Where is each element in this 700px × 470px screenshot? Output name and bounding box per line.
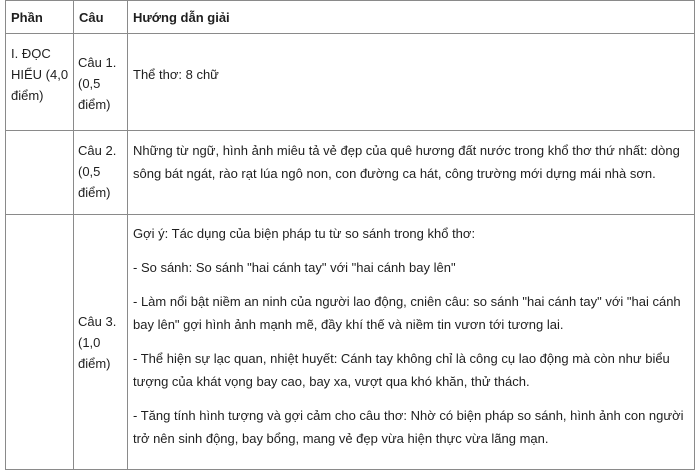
part-label: I. ĐỌC HIỂU (4,0 điểm) [6,34,74,131]
header-part: Phần [6,1,74,34]
question-label: Câu 3. (1,0 điểm) [74,215,128,470]
question-label: Câu 2. (0,5 điểm) [74,131,128,215]
answer-cell [128,34,695,131]
answer-cell [128,131,695,215]
answer-text: - Tăng tính hình tượng và gợi cảm cho câu thơ: Nhờ có biện pháp so sánh, hình ảnh con người trở nên sinh động, bay bổng, mang vẻ đẹp vừa hiện thực vừa lãng mạn. [133,408,684,446]
answer-text: Những từ ngữ, hình ảnh miêu tả vẻ đẹp của quê hương đất nước trong khổ thơ thứ nhất: dòng sông bát ngát, rào rạt lúa ngô non, con đường ca hát, công trường mới dựng mái nhà sơn. [133,143,680,181]
answer-text: Thể thơ: 8 chữ [133,67,219,82]
part-label-empty [6,215,74,470]
header-guide: Hướng dẫn giải [128,1,695,34]
answer-text: Gợi ý: Tác dụng của biện pháp tu từ so sánh trong khổ thơ: [133,226,476,241]
answer-text: - Thể hiện sự lạc quan, nhiệt huyết: Cánh tay không chỉ là công cụ lao động mà còn như biểu tượng của khát vọng bay cao, bay xa, vượt qua khó khăn, thử thách. [133,351,670,389]
part-label-empty [6,131,74,215]
question-label: Câu 1. (0,5 điểm) [74,34,128,131]
header-row [6,1,695,34]
table-row [6,34,695,131]
answer-cell [128,215,695,470]
answer-text: - Làm nổi bật niềm an ninh của người lao động, cniên câu: so sánh "hai cánh tay" với "hai cánh bay lên" gợi hình ảnh mạnh mẽ, đầy khí thế và niềm tin vươn tới tương lai. [133,294,681,332]
answer-text: - So sánh: So sánh "hai cánh tay" với "hai cánh bay lên" [133,260,456,275]
table-row [6,215,695,470]
header-question: Câu [74,1,128,34]
answer-table [5,0,695,470]
table-row [6,131,695,215]
